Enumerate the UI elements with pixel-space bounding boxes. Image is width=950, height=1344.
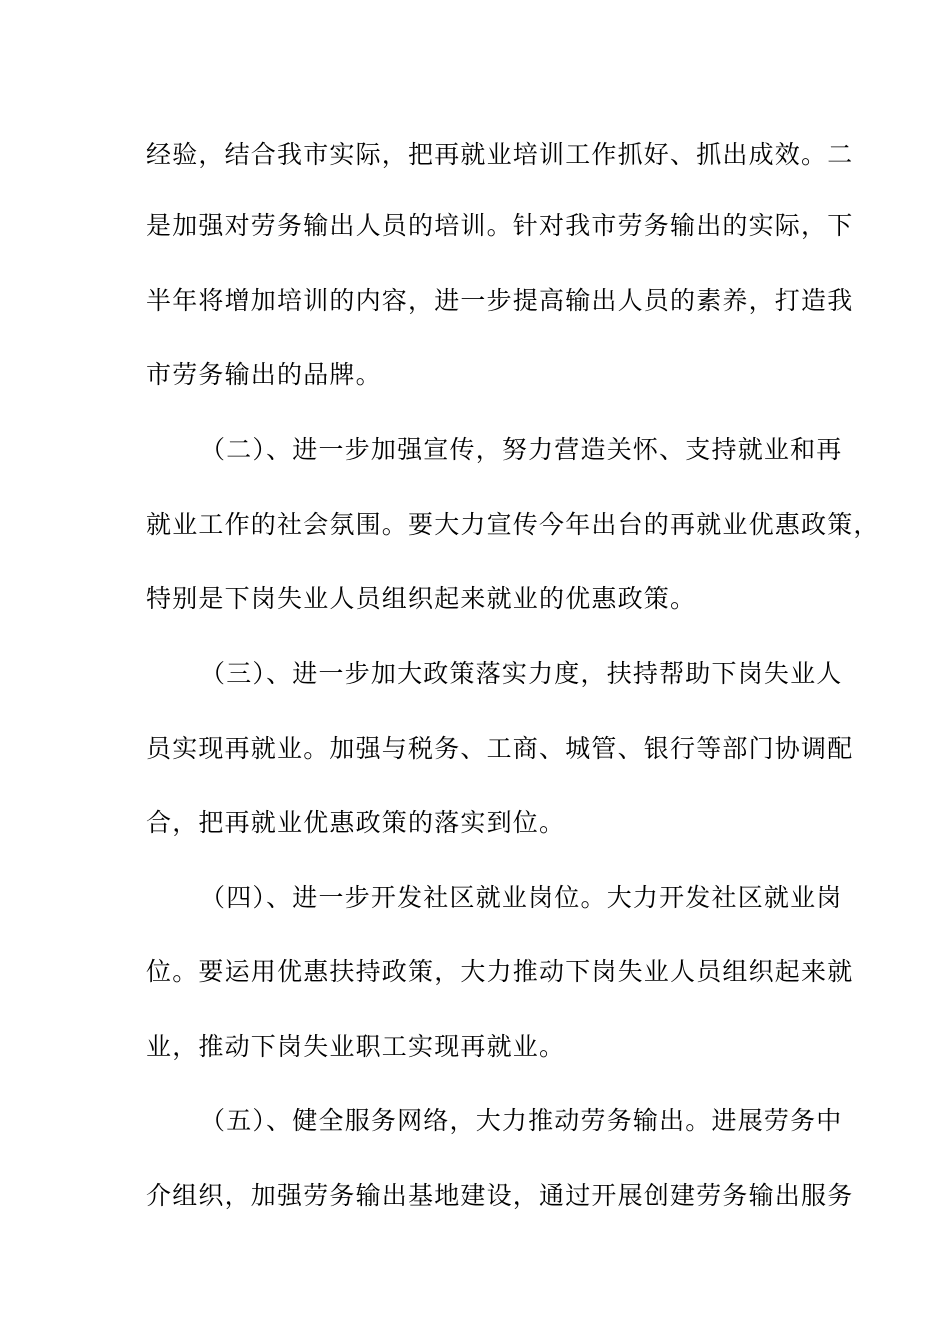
body-text-line: 位。要运用优惠扶持政策，大力推动下岗失业人员组织起来就 <box>146 957 854 986</box>
body-text-line: 介组织，加强劳务输出基地建设，通过开展创建劳务输出服务 <box>146 1181 854 1210</box>
body-text-line: 员实现再就业。加强与税务、工商、城管、银行等部门协调配 <box>146 734 854 763</box>
body-text-line: 市劳务输出的品牌。 <box>146 360 382 389</box>
section-heading-line: （三）、进一步加大政策落实力度，扶持帮助下岗失业人 <box>200 659 843 688</box>
body-text-line: 是加强对劳务输出人员的培训。针对我市劳务输出的实际，下 <box>146 211 854 240</box>
body-text-line: 半年将增加培训的内容，进一步提高输出人员的素养，打造我 <box>146 286 854 315</box>
section-heading-line: （二）、进一步加强宣传，努力营造关怀、支持就业和再 <box>200 435 843 464</box>
section-heading-line: （四）、进一步开发社区就业岗位。大力开发社区就业岗 <box>200 883 843 912</box>
body-text-line: 经验，结合我市实际，把再就业培训工作抓好、抓出成效。二 <box>146 140 854 169</box>
body-text-line: 就业工作的社会氛围。要大力宣传今年出台的再就业优惠政策， <box>146 510 880 539</box>
section-heading-line: （五）、健全服务网络，大力推动劳务输出。进展劳务中 <box>200 1106 843 1135</box>
body-text-line: 合，把再就业优惠政策的落实到位。 <box>146 808 566 837</box>
body-text-line: 特别是下岗失业人员组织起来就业的优惠政策。 <box>146 584 697 613</box>
body-text-line: 业，推动下岗失业职工实现再就业。 <box>146 1032 566 1061</box>
